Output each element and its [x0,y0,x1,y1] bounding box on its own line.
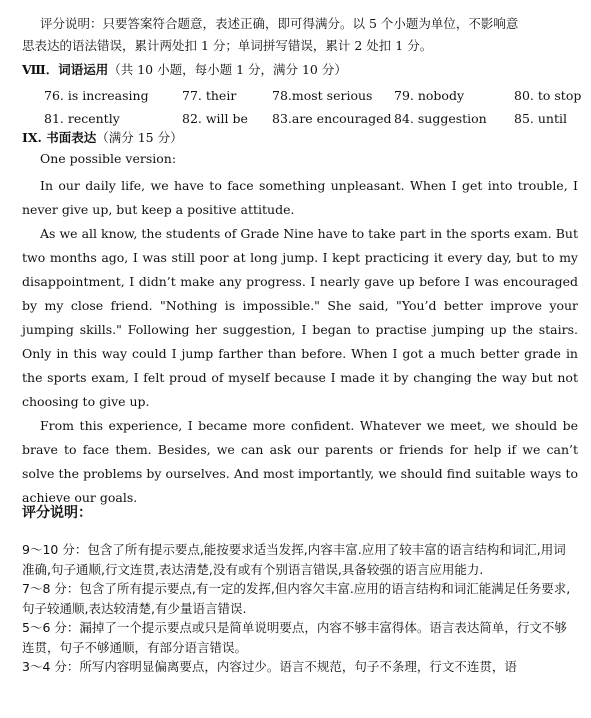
rubric-title: 评分说明： [22,505,92,521]
answer-83: 83.are encouraged [272,111,392,126]
section-9-heading [22,128,579,148]
answer-77: 77. their [182,88,237,103]
rubric-item-7-8: 7～8 分：包含了所有提示要点,有一定的发挥,但内容欠丰富.应用的语言结构和词汇能满足任务要求,句子较通顺,表达较清楚,有少量语言错误. [22,581,571,616]
answer-80: 80. to stop [514,88,582,103]
section-9-subtitle: （满分 15 分） [96,130,183,145]
answer-79: 79. nobody [394,88,465,103]
answer-78: 78.most serious [272,88,373,103]
essay-paragraph-1: In our daily life, we have to face something unpleasant. When I get into trouble, I never give up, but keep a positive attitude. [22,178,578,217]
essay-paragraph-3: From this experience, I became more confident. Whatever we meet, we should be brave to face them. Besides, we can ask our parents or friends for help if we can’t solve the problems by ourselves. And most importantly, we should find suitable ways to achieve our goals. [22,418,578,505]
section-8-answers [44,86,584,130]
section-9-title: IX. 书面表达 [22,130,97,145]
sample-essay [22,174,578,510]
essay-paragraph-2: As we all know, the students of Grade Nine have to take part in the sports exam. But two months ago, I was still poor at long jump. I kept practicing it every day, but to my disappointment, I didn’t make any progress. I nearly gave up before I was encouraged by my close friend. "Nothing is impossible." She said, "You’d better improve your jumping skills." Following her suggestion, I began to practise jumping up the stairs. Only in this way could I jump farther than before. When I got a much better grade in the sports exam, I felt proud of myself because I made it by changing the way but not choosing to give up. [22,226,578,409]
answer-81: 81. recently [44,111,120,126]
section-8-subtitle: （共 10 小题，每小题 1 分，满分 10 分） [108,62,347,77]
answer-82: 82. will be [182,111,248,126]
rubric-list [22,540,578,677]
section-8-title: Ⅷ．词语运用 [22,62,109,77]
section-8-heading [22,60,579,80]
grading-note-line-2: 思表达的语法错误，累计两处扣 1 分；单词拼写错误，累计 2 处扣 1 分。 [22,38,433,53]
grading-note-line-1: 评分说明：只要答案符合题意，表述正确，即可得满分。以 5 个小题为单位，不影响意 [40,16,519,31]
rubric-item-9-10: 9～10 分：包含了所有提示要点,能按要求适当发挥,内容丰富.应用了较丰富的语言结构和词汇,用词准确,句子通顺,行文连贯,表达清楚,没有或有个别语言错误,具备较强的语言应用能力. [22,542,566,577]
sample-version-label: One possible version: [40,151,177,166]
rubric-item-5-6: 5～6 分：漏掉了一个提示要点或只是简单说明要点，内容不够丰富得体。语言表达简单，行文不够连贯，句子不够通顺，有部分语言错误。 [22,620,567,655]
answer-85: 85. until [514,111,567,126]
answer-76: 76. is increasing [44,88,149,103]
rubric-item-3-4: 3～4 分：所写内容明显偏离要点，内容过少。语言不规范，句子不条理，行文不连贯，语 [22,659,517,674]
answer-84: 84. suggestion [394,111,487,126]
